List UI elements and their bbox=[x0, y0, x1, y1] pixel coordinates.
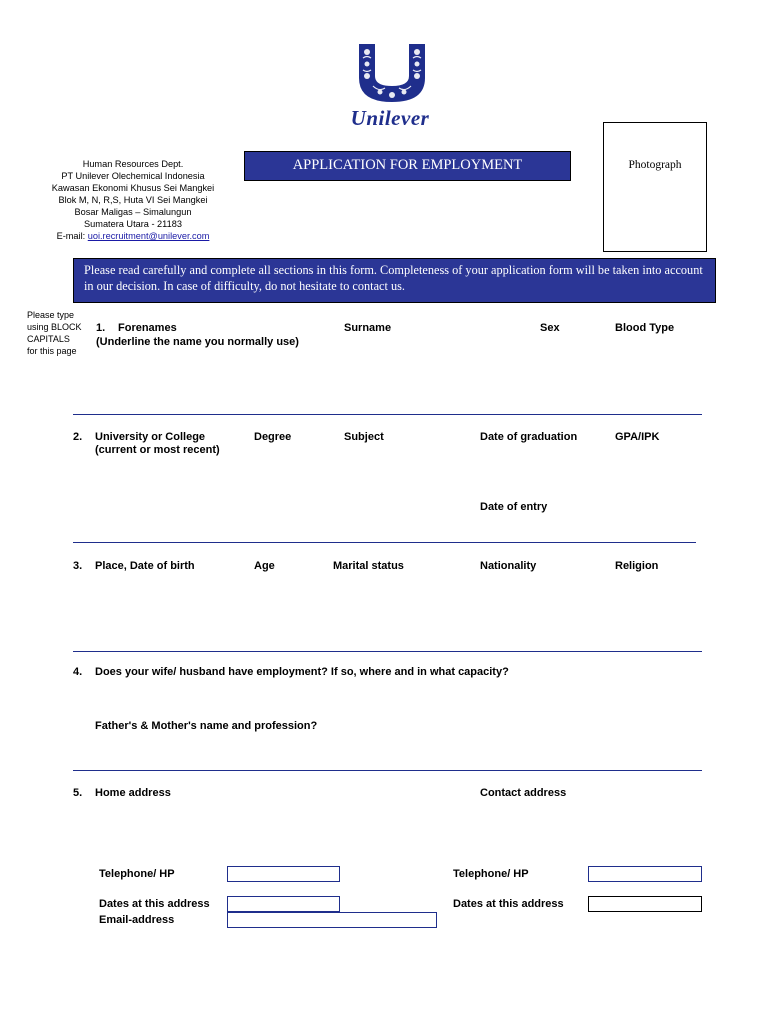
gpa-label: GPA/IPK bbox=[615, 431, 660, 443]
address-line: PT Unilever Olechemical Indonesia bbox=[61, 171, 205, 181]
religion-label: Religion bbox=[615, 560, 659, 572]
section-divider bbox=[73, 651, 702, 652]
section-2-number: 2. bbox=[73, 431, 83, 443]
marital-status-label: Marital status bbox=[333, 560, 404, 572]
degree-label: Degree bbox=[254, 431, 292, 443]
age-label: Age bbox=[254, 560, 275, 572]
surname-label: Surname bbox=[344, 322, 392, 334]
section-4-number: 4. bbox=[73, 666, 83, 678]
sex-label: Sex bbox=[540, 322, 560, 334]
dates-home-field[interactable] bbox=[227, 896, 340, 912]
address-line: Human Resources Dept. bbox=[82, 159, 184, 169]
address-line: Blok M, N, R,S, Huta VI Sei Mangkei bbox=[58, 195, 208, 205]
recruitment-email-link[interactable]: uoi.recruitment@unilever.com bbox=[87, 231, 210, 241]
address-line: Kawasan Ekonomi Khusus Sei Mangkei bbox=[51, 183, 215, 193]
telephone-contact-label: Telephone/ HP bbox=[453, 868, 529, 880]
section-divider bbox=[73, 770, 702, 771]
forenames-note: (Underline the name you normally use) bbox=[96, 336, 299, 348]
date-of-entry-label: Date of entry bbox=[480, 501, 548, 513]
dates-contact-label: Dates at this address bbox=[453, 898, 564, 910]
university-label: University or College bbox=[95, 431, 206, 443]
contact-address-label: Contact address bbox=[480, 787, 567, 799]
telephone-contact-field[interactable] bbox=[588, 866, 702, 882]
date-of-graduation-label: Date of graduation bbox=[480, 431, 578, 443]
section-3-number: 3. bbox=[73, 560, 83, 572]
university-note: (current or most recent) bbox=[95, 444, 220, 456]
block-capitals-note: Please type using BLOCK CAPITALS for this page bbox=[27, 310, 82, 356]
photograph-label: Photograph bbox=[628, 159, 682, 171]
spouse-employment-question: Does your wife/ husband have employment? If so, where and in what capacity? bbox=[95, 666, 509, 678]
instructions-notice: Please read carefully and complete all sections in this form. Completeness of your application form will be taken into account in our decision. In case of difficulty, do not hesitate to contact us. bbox=[73, 258, 716, 303]
section-5-number: 5. bbox=[73, 787, 83, 799]
section-1-number: 1. bbox=[96, 322, 106, 334]
blood-type-label: Blood Type bbox=[615, 322, 675, 334]
home-address-label: Home address bbox=[95, 787, 171, 799]
subject-label: Subject bbox=[344, 431, 384, 443]
address-line: Sumatera Utara - 21183 bbox=[84, 219, 182, 229]
email-label: E-mail: bbox=[56, 231, 86, 241]
photograph-box[interactable] bbox=[603, 122, 707, 252]
place-date-of-birth-label: Place, Date of birth bbox=[95, 560, 195, 572]
parents-question: Father's & Mother's name and profession? bbox=[95, 720, 318, 732]
dates-home-label: Dates at this address bbox=[99, 898, 210, 910]
dates-contact-field[interactable] bbox=[588, 896, 702, 912]
forenames-label: Forenames bbox=[118, 322, 177, 334]
hr-address-block bbox=[28, 158, 238, 242]
nationality-label: Nationality bbox=[480, 560, 537, 572]
email-address-field[interactable] bbox=[227, 912, 437, 928]
telephone-home-field[interactable] bbox=[227, 866, 340, 882]
address-line: Bosar Maligas – Simalungun bbox=[74, 207, 192, 217]
section-divider bbox=[73, 542, 696, 543]
telephone-home-label: Telephone/ HP bbox=[99, 868, 175, 880]
email-address-label: Email-address bbox=[99, 914, 175, 926]
unilever-wordmark: Unilever bbox=[350, 106, 430, 130]
email-line bbox=[28, 230, 238, 242]
section-divider bbox=[73, 414, 702, 415]
form-title: APPLICATION FOR EMPLOYMENT bbox=[244, 151, 571, 181]
